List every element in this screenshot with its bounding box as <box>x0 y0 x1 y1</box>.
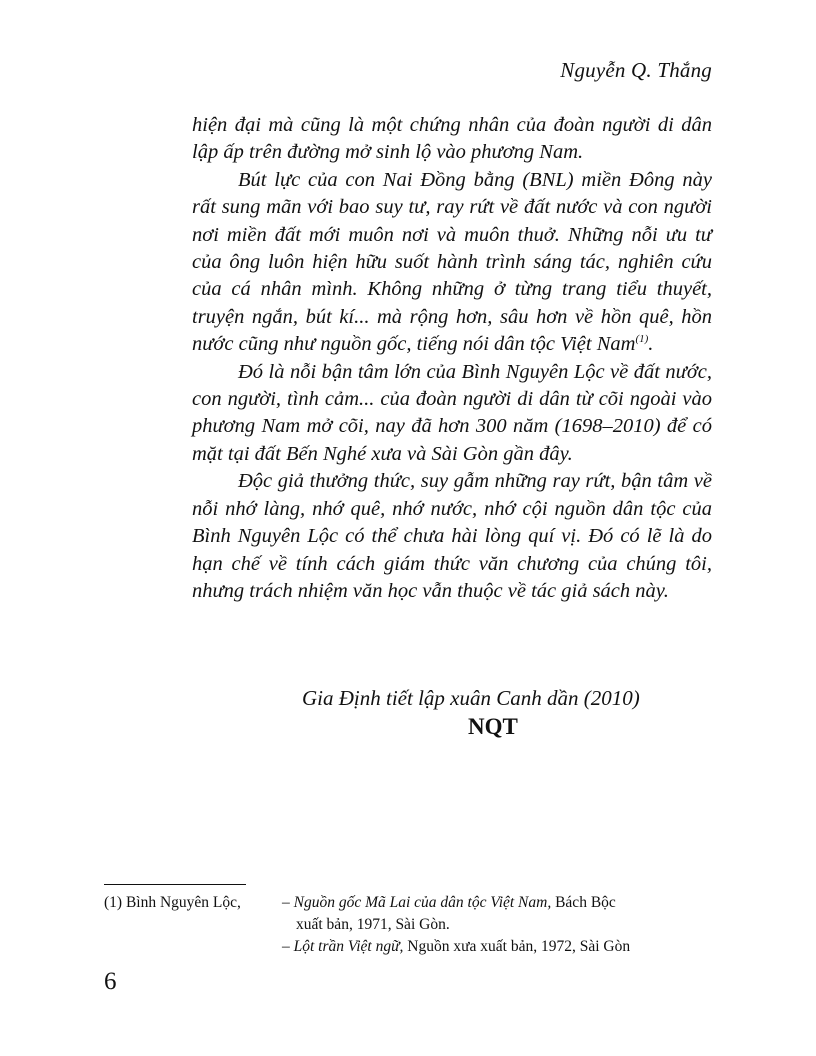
footnote-label: (1) Bình Nguyên Lộc, <box>104 894 241 911</box>
footnote-divider <box>104 884 246 885</box>
signature: NQT <box>468 714 518 739</box>
reference-1-publisher: Bách Bộc <box>551 894 616 911</box>
footnote-row-2 <box>104 914 724 936</box>
paragraph-3: Đó là nỗi bận tâm lớn của Bình Nguyên Lộc về đất nước, con người, tình cảm... của đoàn người di dân từ cõi ngoài vào phương Nam mở cõi, nay đã hơn 300 năm (1698–2010) để có mặt tại đất Bến Nghé xưa và Sài Gòn gần đây. <box>192 360 712 465</box>
paragraph-2-end: . <box>648 333 654 356</box>
dateline: Gia Định tiết lập xuân Canh dần (2010) <box>302 686 640 710</box>
footnote-reference[interactable]: (1) <box>635 333 649 346</box>
reference-2-title: – Lột trần Việt ngữ, <box>282 938 404 955</box>
paragraph-2 <box>192 167 712 359</box>
footnote-spacer <box>104 914 282 936</box>
reference-2-publisher: Nguồn xưa xuất bản, 1972, Sài Gòn <box>403 938 631 955</box>
reference-1-continuation: xuất bản, 1971, Sài Gòn. <box>296 916 450 933</box>
footnote <box>104 892 724 958</box>
footnote-spacer <box>104 936 282 958</box>
footnote-row-3 <box>104 936 724 958</box>
paragraph-1: hiện đại mà cũng là một chứng nhân của đoàn người di dân lập ấp trên đường mở sinh lộ vào phương Nam. <box>192 114 712 164</box>
reference-1-title: – Nguồn gốc Mã Lai của dân tộc Việt Nam, <box>282 894 552 911</box>
body-text <box>192 112 712 605</box>
paragraph-2-text: Bút lực của con Nai Đồng bằng (BNL) miền Đông này rất sung mãn với bao suy tư, ray rứt về đất nước và con người nơi miền đất mới muôn nơi và muôn thuở. Những nỗi ưu tư của ông luôn hiện hữu suốt hành trình sáng tác, nghiên cứu của cá nhân mình. Không những ở từng trang tiểu thuyết, truyện ngắn, bút kí... mà rộng hơn, sâu hơn về hồn quê, hồn nước cũng như nguồn gốc, tiếng nói dân tộc Việt Nam <box>192 168 712 356</box>
running-head: Nguyễn Q. Thắng <box>560 58 712 82</box>
footnote-reference-2 <box>282 936 724 958</box>
page-number: 6 <box>104 968 117 995</box>
footnote-reference-1 <box>282 892 724 914</box>
footnote-row-1 <box>104 892 724 914</box>
paragraph-4: Độc giả thưởng thức, suy gẫm những ray rứt, bận tâm về nỗi nhớ làng, nhớ quê, nhớ nước, nhớ cội nguồn dân tộc của Bình Nguyên Lộc có thể chưa hài lòng quí vị. Đó có lẽ là do hạn chế về tính cách giám thức văn chương của chúng tôi, nhưng trách nhiệm văn học vẫn thuộc về tác giả sách này. <box>192 470 712 602</box>
